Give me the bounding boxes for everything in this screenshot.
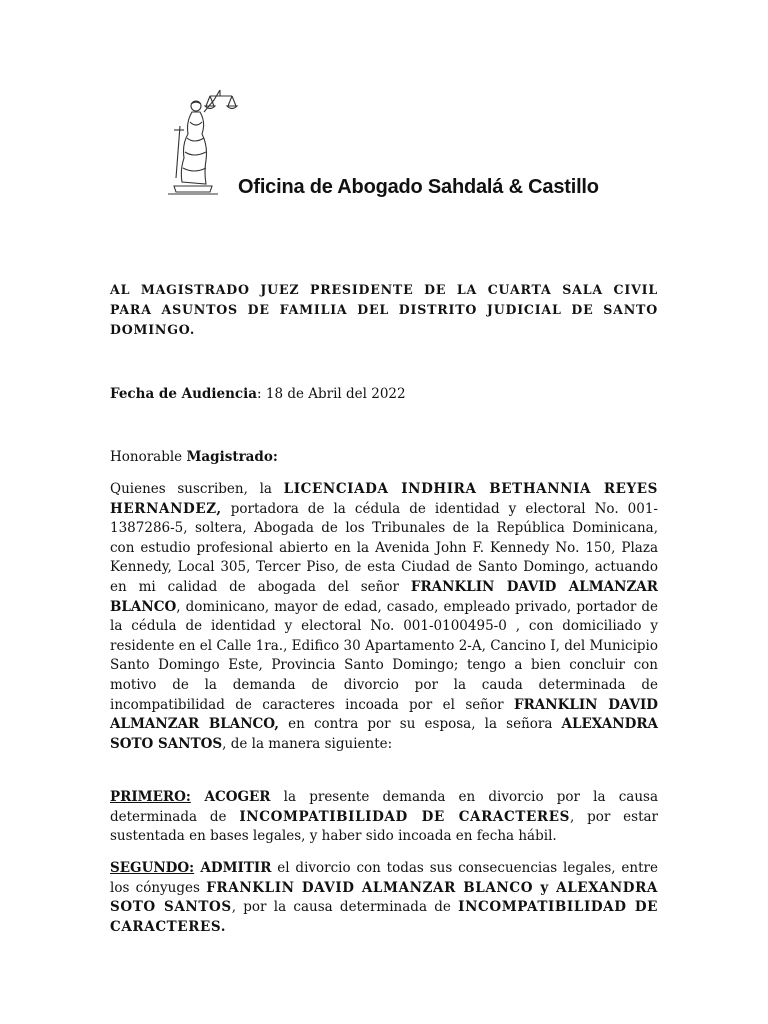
hearing-date-value: : 18 de Abril del 2022 (257, 386, 406, 402)
hearing-date-label: Fecha de Audiencia (110, 386, 258, 402)
intro-text-4: en contra por su esposa, la señora (278, 716, 562, 733)
lady-justice-icon (160, 82, 240, 198)
second-conclusion-text-1: el divorcio con todas sus consecuencias legales, entre los cónyuges (110, 860, 658, 896)
first-conclusion-label: PRIMERO: (110, 789, 191, 805)
client-name: FRANKLIN DAVID ALMANZAR BLANCO (110, 578, 659, 615)
intro-text-3: , dominicano, mayor de edad, casado, empleado privado, portador de la cédula de identidad y electoral No. 001-0100495-0 , con domiciliado y residente en el Calle 1ra., Edifico 30 Apartamento 2-A, Cancino I, del Municipio Santo Domingo Este, Provincia Santo Domingo; tengo a bien concluir con motivo de la demanda de divorcio por la cauda determinada de incompatibilidad de caracteres incoada por el señor (110, 598, 658, 713)
intro-text-5: , de la manera siguiente: (222, 735, 393, 752)
second-conclusion-text-2: , por la causa determinada de (231, 899, 459, 916)
intro-text-2: portadora de la cédula de identidad y electoral No. 001-1387286-5, soltera, Abogada de los Tribunales de la República Dominicana, con estudio profesional abierto en la Avenida John F. Kennedy No. 150, Plaza Kennedy, Local 305, Tercer Piso, de esta Ciudad de Santo Domingo, actuando en mi calidad de abogada del señor (110, 500, 658, 595)
hearing-date (110, 384, 658, 404)
spouses-names: FRANKLIN DAVID ALMANZAR BLANCO y ALEXANDRA SOTO SANTOS (110, 879, 658, 916)
addressee-block: AL MAGISTRADO JUEZ PRESIDENTE DE LA CUARTA SALA CIVIL PARA ASUNTOS DE FAMILIA DEL DISTRITO JUDICIAL DE SANTO DOMINGO. (110, 282, 658, 337)
first-conclusion-text-2: , por estar sustentada en bases legales, y haber sido incoada en fecha hábil. (110, 808, 659, 845)
second-conclusion-verb: ADMITIR (194, 860, 272, 876)
spouse-name: ALEXANDRA SOTO SANTOS (110, 716, 659, 752)
second-conclusion-cause: INCOMPATIBILIDAD DE CARACTERES. (110, 899, 659, 935)
salutation-prefix: Honorable (110, 449, 187, 465)
salutation-title: Magistrado: (186, 449, 278, 465)
first-conclusion-cause: INCOMPATIBILIDAD DE CARACTERES (239, 808, 570, 825)
intro-paragraph (110, 480, 658, 754)
first-conclusion-verb: ACOGER (190, 789, 271, 805)
salutation (110, 447, 658, 467)
first-conclusion-text-1: la presente demanda en divorcio por la causa determinada de (110, 789, 658, 825)
first-conclusion (110, 788, 658, 847)
attorney-name: LICENCIADA INDHIRA BETHANNIA REYES HERNANDEZ, (110, 481, 659, 517)
firm-name: Oficina de Abogado Sahdalá & Castillo (238, 176, 599, 198)
second-conclusion-label: SEGUNDO: (110, 860, 195, 876)
second-conclusion (110, 859, 658, 937)
intro-text-1: Quienes suscriben, la (110, 481, 284, 497)
client-name-2: FRANKLIN DAVID ALMANZAR BLANCO, (110, 696, 658, 733)
